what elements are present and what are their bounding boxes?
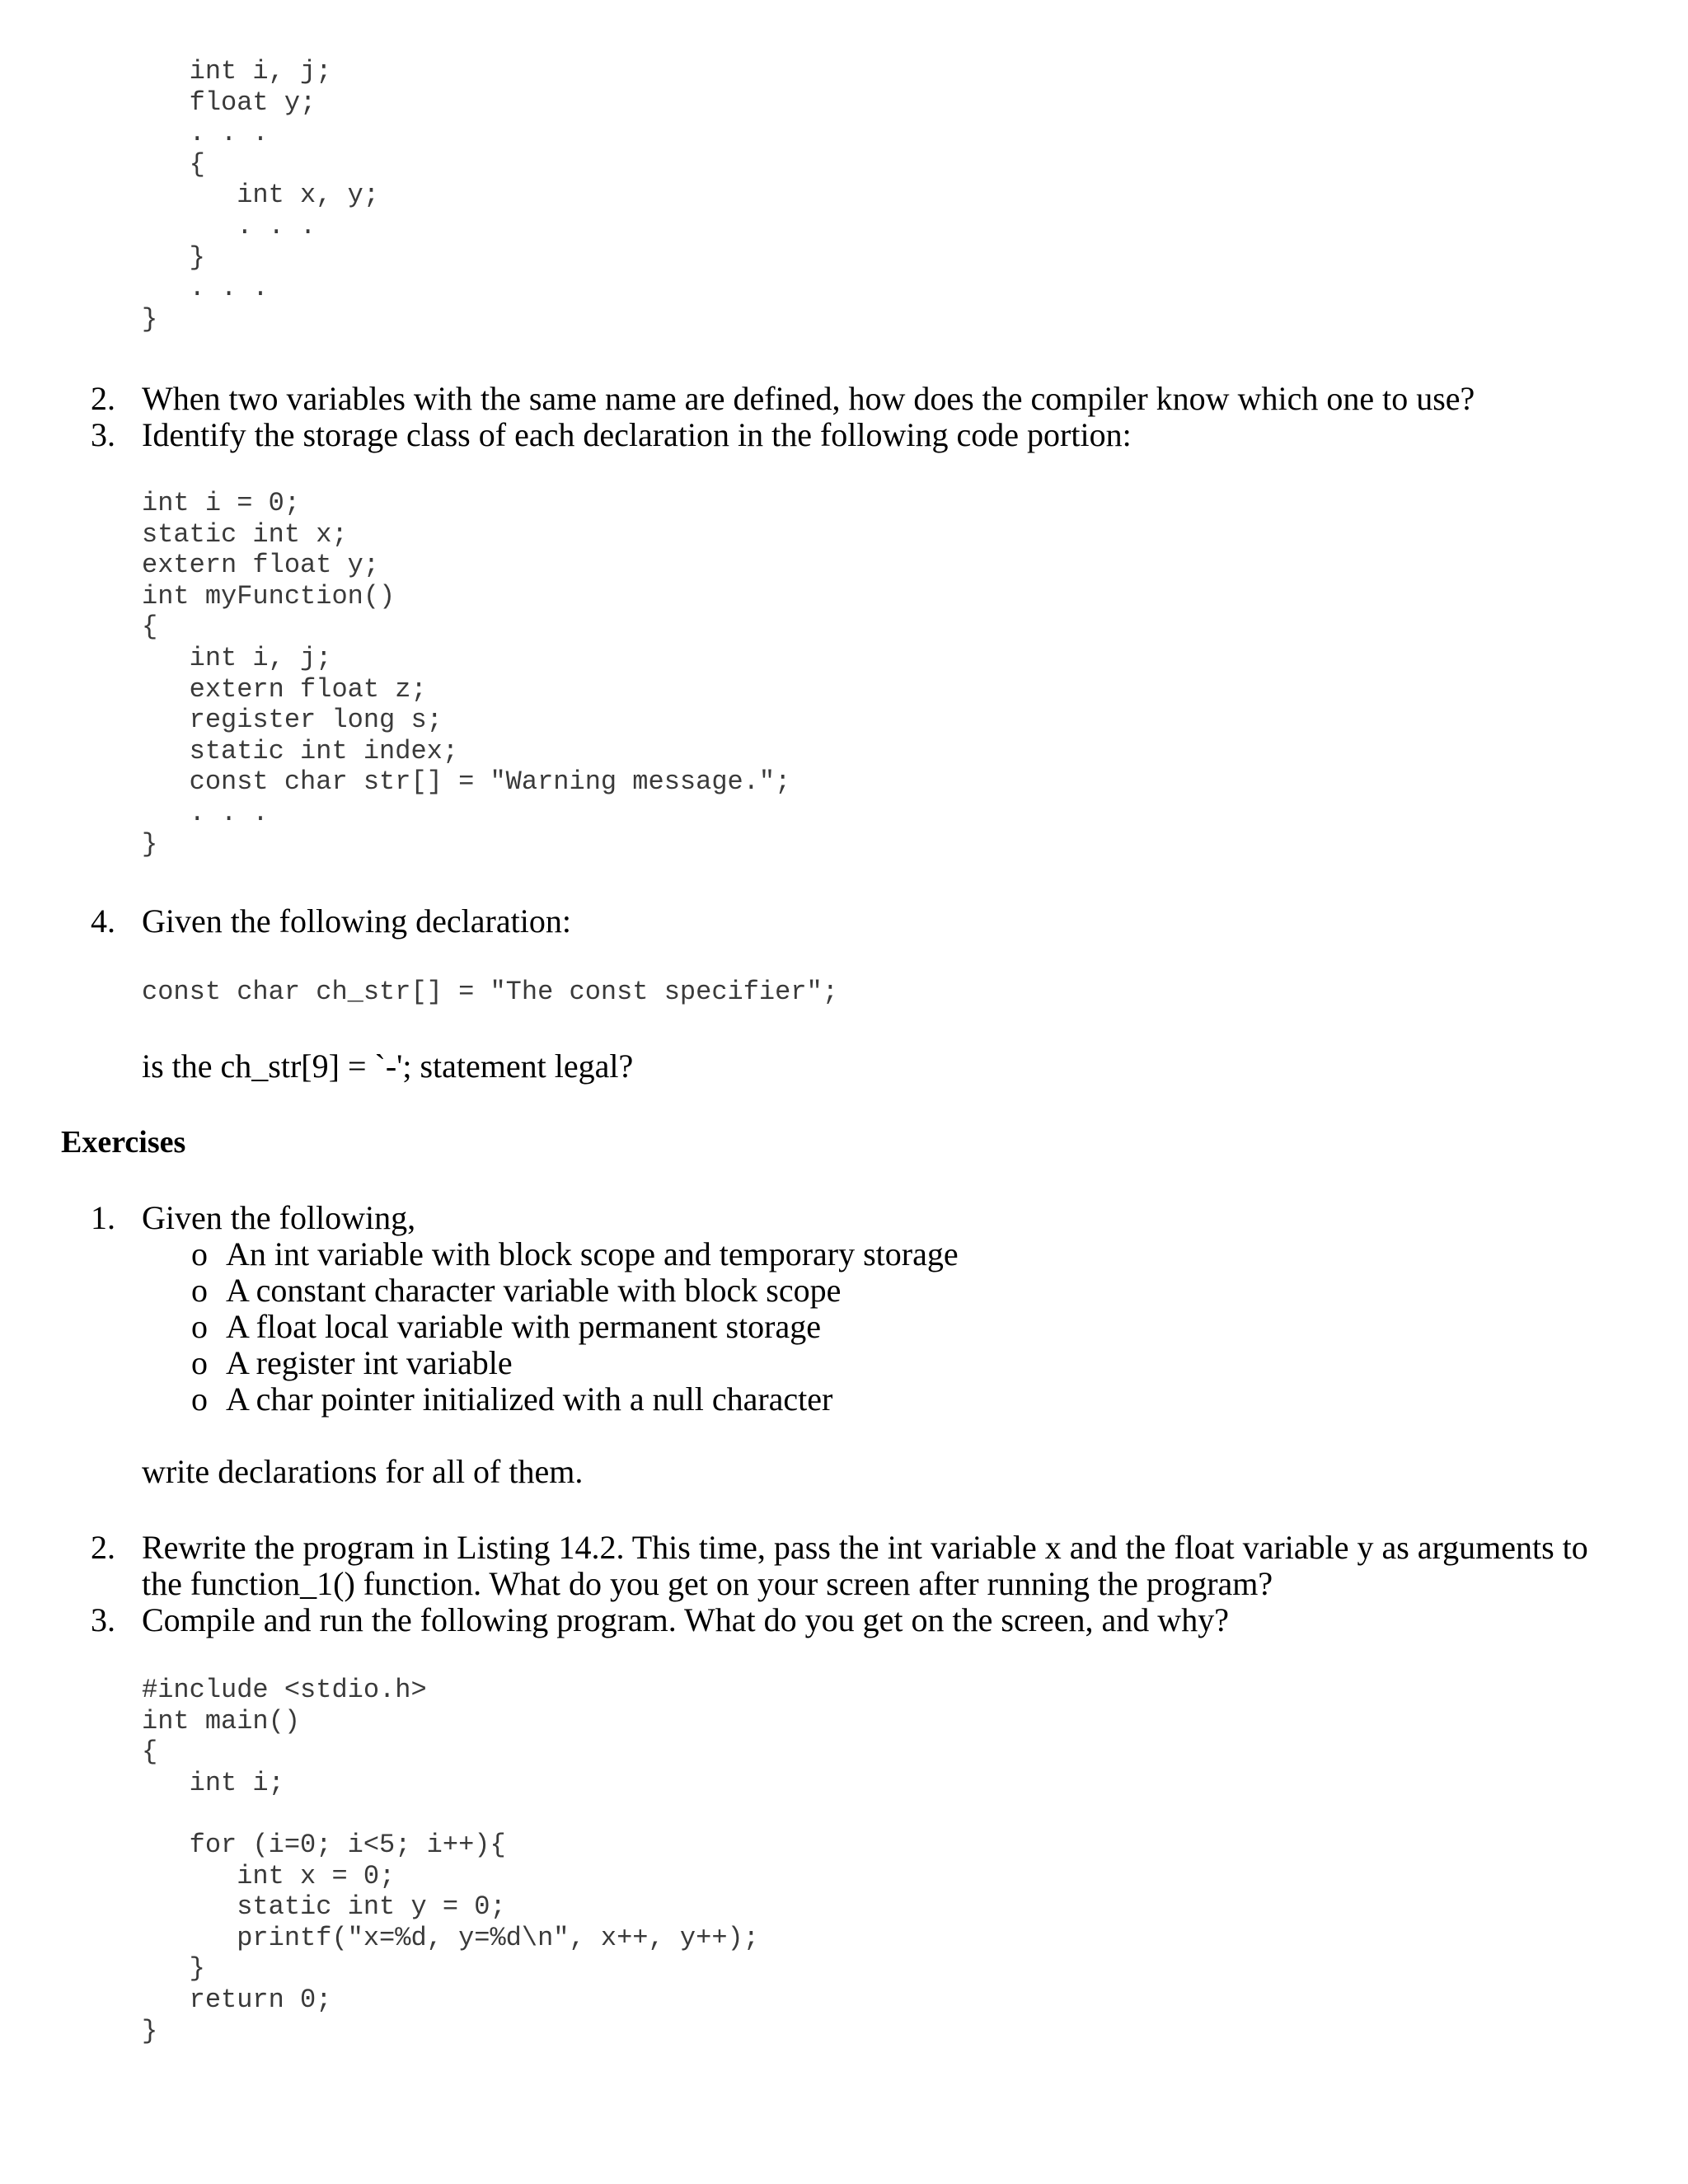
code-line: int x = 0; — [142, 1860, 396, 1891]
code-line: . . . — [142, 797, 269, 828]
code-line: register long s; — [142, 705, 443, 736]
code-line — [142, 1798, 759, 1830]
code-line: { — [142, 1736, 158, 1768]
code-line: { — [142, 612, 158, 643]
list-item: o A char pointer initialized with a null character — [191, 1381, 959, 1418]
code-line: #include <stdio.h> — [142, 1675, 427, 1705]
list-item: o A constant character variable with block scope — [191, 1272, 959, 1309]
code-storage-class-example — [142, 488, 790, 860]
exercise-text: Compile and run the following program. What do you get on the screen, and why? — [142, 1601, 1229, 1638]
code-line: int x, y; — [142, 180, 380, 211]
exercise-text: Rewrite the program in Listing 14.2. This time, pass the int variable x and the float variable y as arguments to — [142, 1529, 1588, 1566]
question-text: Identify the storage class of each declaration in the following code portion: — [142, 416, 1132, 453]
question-followup: is the ch_str[9] = `-'; statement legal? — [142, 1047, 634, 1085]
exercise-number: 1. — [91, 1199, 115, 1236]
question-text: Given the following declaration: — [142, 902, 571, 940]
code-line: static int y = 0; — [142, 1891, 506, 1923]
code-line: } — [142, 303, 158, 335]
code-line: int myFunction() — [142, 580, 396, 612]
code-line: return 0; — [142, 1984, 332, 2015]
code-line: . . . — [142, 118, 269, 149]
section-heading-exercises: Exercises — [61, 1125, 186, 1160]
code-line: } — [142, 828, 158, 860]
code-line: extern float z; — [142, 673, 427, 705]
code-block-scope-example — [142, 56, 379, 335]
code-line: int i; — [142, 1767, 284, 1798]
code-line: . . . — [142, 273, 269, 304]
question-number: 2. — [91, 380, 115, 417]
list-item: o An int variable with block scope and temporary storage — [191, 1236, 959, 1272]
exercise-followup: write declarations for all of them. — [142, 1453, 584, 1490]
exercise-number: 2. — [91, 1529, 115, 1566]
code-line: { — [142, 148, 205, 180]
code-line: static int index; — [142, 735, 459, 766]
question-number: 4. — [91, 902, 115, 940]
code-line: int i = 0; — [142, 488, 301, 518]
code-line: } — [142, 241, 205, 273]
exercise-text-continued: the function_1() function. What do you get on your screen after running the program? — [142, 1565, 1273, 1602]
question-text: When two variables with the same name are defined, how does the compiler know which one to use? — [142, 380, 1475, 417]
question-number: 3. — [91, 416, 115, 453]
code-line: const char ch_str[] = "The const specifier"; — [142, 977, 838, 1007]
exercise-number: 3. — [91, 1601, 115, 1638]
code-line: printf("x=%d, y=%d\n", x++, y++); — [142, 1922, 759, 1953]
code-line: const char str[] = "Warning message."; — [142, 766, 791, 798]
list-item: o A float local variable with permanent storage — [191, 1309, 959, 1345]
code-line: static int x; — [142, 518, 348, 550]
code-line: } — [142, 1953, 205, 1985]
code-line: } — [142, 2015, 158, 2046]
code-line: for (i=0; i<5; i++){ — [142, 1829, 506, 1860]
code-line: int main() — [142, 1705, 301, 1736]
exercise-bullet-list — [191, 1236, 959, 1418]
exercise-text: Given the following, — [142, 1199, 416, 1236]
code-line: . . . — [142, 210, 316, 241]
code-line: extern float y; — [142, 550, 380, 581]
code-static-variable-program — [142, 1675, 759, 2046]
code-line: int i, j; — [142, 56, 332, 87]
code-line: int i, j; — [142, 642, 332, 673]
code-ch-str-declaration — [142, 977, 838, 1008]
code-line: float y; — [142, 87, 316, 118]
list-item: o A register int variable — [191, 1345, 959, 1381]
